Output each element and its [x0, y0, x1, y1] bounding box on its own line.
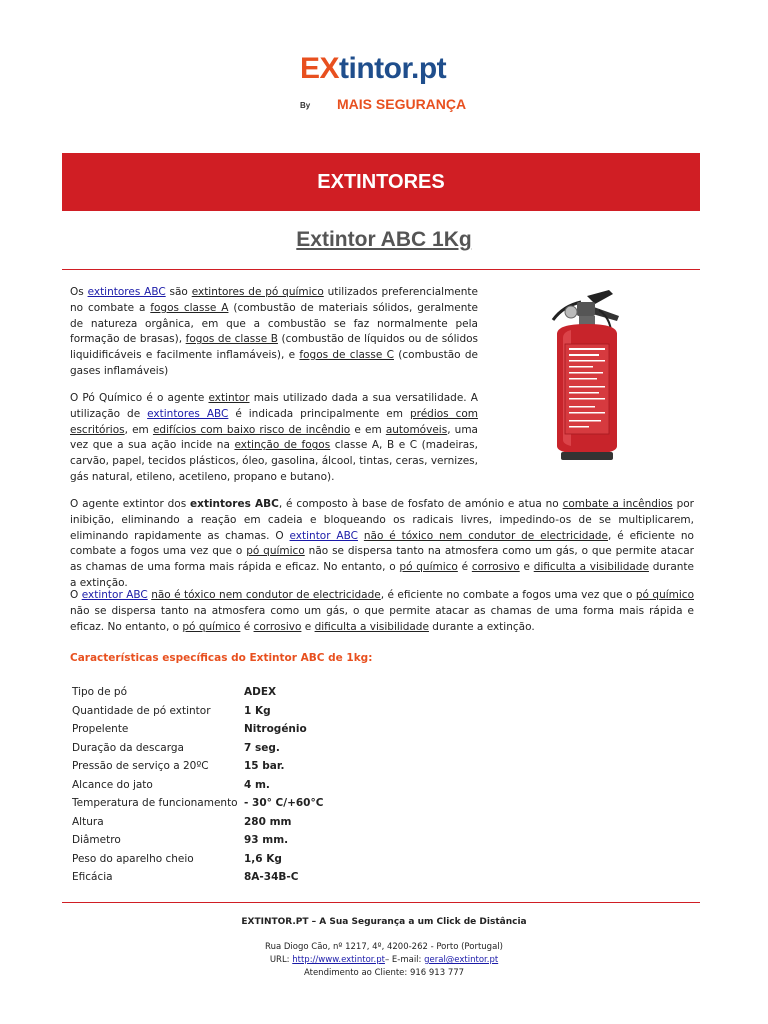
specs-heading: Características específicas do Extintor ABC de 1kg: — [70, 652, 373, 664]
link-extintor-abc-2[interactable]: extintor ABC — [81, 589, 148, 601]
spec-label: Tipo de pó — [72, 686, 127, 698]
summary-paragraph: O extintor ABC não é tóxico nem condutor de electricidade, é eficiente no combate a fogos uma vez que o pó químico não se dispersa tanto na atmosfera como um gás, o que permite atacar as chamas de uma forma mais rápida e eficaz. No entanto, o pó químico é corrosivo e dificulta a visibilidade durante a extinção. — [70, 589, 695, 633]
spec-row — [72, 742, 472, 760]
spec-row — [72, 686, 472, 704]
spec-row — [72, 871, 472, 889]
spec-label: Diâmetro — [72, 834, 121, 846]
spec-value: 7 seg. — [244, 741, 280, 754]
spec-value: 4 m. — [244, 778, 270, 791]
spec-row — [72, 834, 472, 852]
spec-label: Eficácia — [72, 871, 113, 883]
spec-value: 8A-34B-C — [244, 871, 299, 883]
footer-tagline: EXTINTOR.PT – A Sua Segurança a um Click de Distância — [241, 917, 527, 927]
spec-label: Duração da descarga — [72, 741, 184, 754]
spec-value: ADEX — [244, 686, 277, 698]
spec-row — [72, 853, 472, 871]
logo: EXtintor.pt By MAIS SEGURANÇA — [300, 52, 480, 122]
spec-value: 1 Kg — [244, 704, 271, 717]
spec-value: 1,6 Kg — [244, 852, 282, 865]
intro-paragraph: Os extintores ABC são extintores de pó químico utilizados preferencialmente no combate a fogos classe A (combustão de materiais sólidos, geralmente de natureza orgânica, em que a combustão se faz normalmente pela formação de brasas), fogos de classe B (combustão de líquidos ou de sólidos liquidificáveis e facilmente inflamáveis), e fogos de classe C (combustão de gases inflamáveis) — [70, 286, 479, 377]
footer-divider — [62, 902, 700, 903]
section-banner: EXTINTORES — [62, 153, 700, 211]
website-link[interactable]: http://www.extintor.pt — [292, 955, 385, 965]
spec-label: Temperatura de funcionamento — [72, 797, 238, 809]
agent-paragraph: O agente extintor dos extintores ABC, é composto à base de fosfato de amónio e atua no combate a incêndios por inibição, eliminando a reação em cadeia e bloqueando os radicais livres, impedindo-os de se multiplicarem, eliminando rapidamente as chamas. O extintor ABC não é tóxico nem condutor de electricidade, é eficiente no combate a fogos uma vez que o pó químico não se dispersa tanto na atmosfera como um gás, o que permite atacar as chamas de uma forma mais rápida e eficaz. No entanto, o pó químico é corrosivo e dificulta a visibilidade durante a extinção. — [70, 498, 695, 589]
footer-phone: Atendimento ao Cliente: 916 913 777 — [303, 968, 465, 978]
email-link[interactable]: geral@extintor.pt — [424, 955, 499, 965]
powder-paragraph: O Pó Químico é o agente extintor mais utilizado dada a sua versatilidade. A utilização de extintores ABC é indicada principalmente em prédios com escritórios, em edifícios com baixo risco de incêndio e em automóveis, uma vez que a sua ação incide na extinção de fogos classe A, B e C (madeiras, carvão, papel, tecidos plásticos, óleo, gasolina, álcool, tintas, ceras, vernizes, gás natural, etileno, acetileno, propano e butano). — [70, 392, 479, 483]
fire-extinguisher-image — [495, 282, 685, 472]
link-extintores-abc-2[interactable]: extintores ABC — [147, 407, 229, 420]
spec-row — [72, 797, 472, 815]
spec-label: Altura — [72, 815, 104, 828]
footer-address: Rua Diogo Cão, nº 1217, 4º, 4200-262 - Porto (Portugal) — [265, 942, 503, 952]
divider — [62, 269, 700, 270]
spec-value: 93 mm. — [244, 834, 289, 846]
spec-value: 15 bar. — [244, 760, 285, 772]
spec-row — [72, 779, 472, 797]
spec-row — [72, 705, 472, 723]
footer-contacts: URL: http://www.extintor.pt– E-mail: geral@extintor.pt — [269, 955, 499, 965]
spec-value: 280 mm — [244, 815, 292, 828]
logo-wordmark: EXtintor.pt — [300, 52, 447, 85]
spec-value: - 30° C/+60°C — [244, 797, 324, 809]
spec-row — [72, 723, 472, 741]
spec-row — [72, 816, 472, 834]
spec-label: Peso do aparelho cheio — [72, 852, 194, 865]
link-extintores-abc[interactable]: extintores ABC — [87, 286, 166, 298]
spec-label: Pressão de serviço a 20ºC — [72, 760, 209, 772]
link-extintor-abc[interactable]: extintor ABC — [289, 529, 358, 542]
page-title: Extintor ABC 1Kg — [296, 228, 472, 251]
spec-value: Nitrogénio — [244, 723, 307, 735]
spec-label: Propelente — [72, 723, 129, 735]
spec-label: Alcance do jato — [72, 778, 153, 791]
spec-row — [72, 760, 472, 778]
spec-label: Quantidade de pó extintor — [72, 704, 211, 717]
